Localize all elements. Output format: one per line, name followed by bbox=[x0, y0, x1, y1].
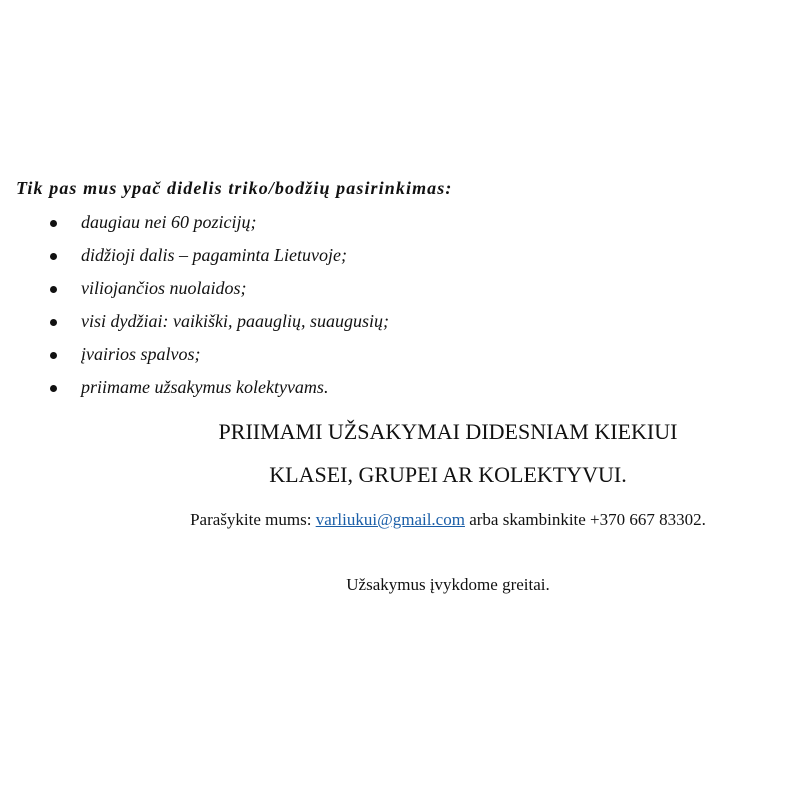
list-item-text: priimame užsakymus kolektyvams. bbox=[81, 377, 329, 397]
orders-banner-line-1: PRIIMAMI UŽSAKYMAI DIDESNIAM KIEKIUI bbox=[218, 419, 678, 444]
bullet-icon bbox=[50, 220, 57, 227]
bullet-icon bbox=[50, 253, 57, 260]
list-item-text: įvairios spalvos; bbox=[81, 344, 201, 364]
contact-prefix: Parašykite mums: bbox=[190, 510, 316, 529]
closing-text: Užsakymus įvykdome greitai. bbox=[346, 575, 550, 594]
list-item-text: didžioji dalis – pagaminta Lietuvoje; bbox=[81, 245, 347, 265]
orders-banner-line-2: KLASEI, GRUPEI AR KOLEKTYVUI. bbox=[269, 462, 627, 487]
list-item-text: viliojančios nuolaidos; bbox=[81, 278, 247, 298]
email-link[interactable]: varliukui@gmail.com bbox=[315, 510, 465, 529]
list-item-text: daugiau nei 60 pozicijų; bbox=[81, 212, 257, 232]
contact-line bbox=[0, 510, 800, 530]
bullet-icon bbox=[50, 319, 57, 326]
promo-heading: Tik pas mus ypač didelis triko/bodžių pasirinkimas: bbox=[16, 178, 453, 198]
contact-suffix: arba skambinkite +370 667 83302. bbox=[464, 510, 706, 529]
list-item-text: visi dydžiai: vaikiški, paauglių, suaugusių; bbox=[81, 311, 389, 331]
bullet-icon bbox=[50, 286, 57, 293]
bullet-icon bbox=[50, 385, 57, 392]
bullet-icon bbox=[50, 352, 57, 359]
